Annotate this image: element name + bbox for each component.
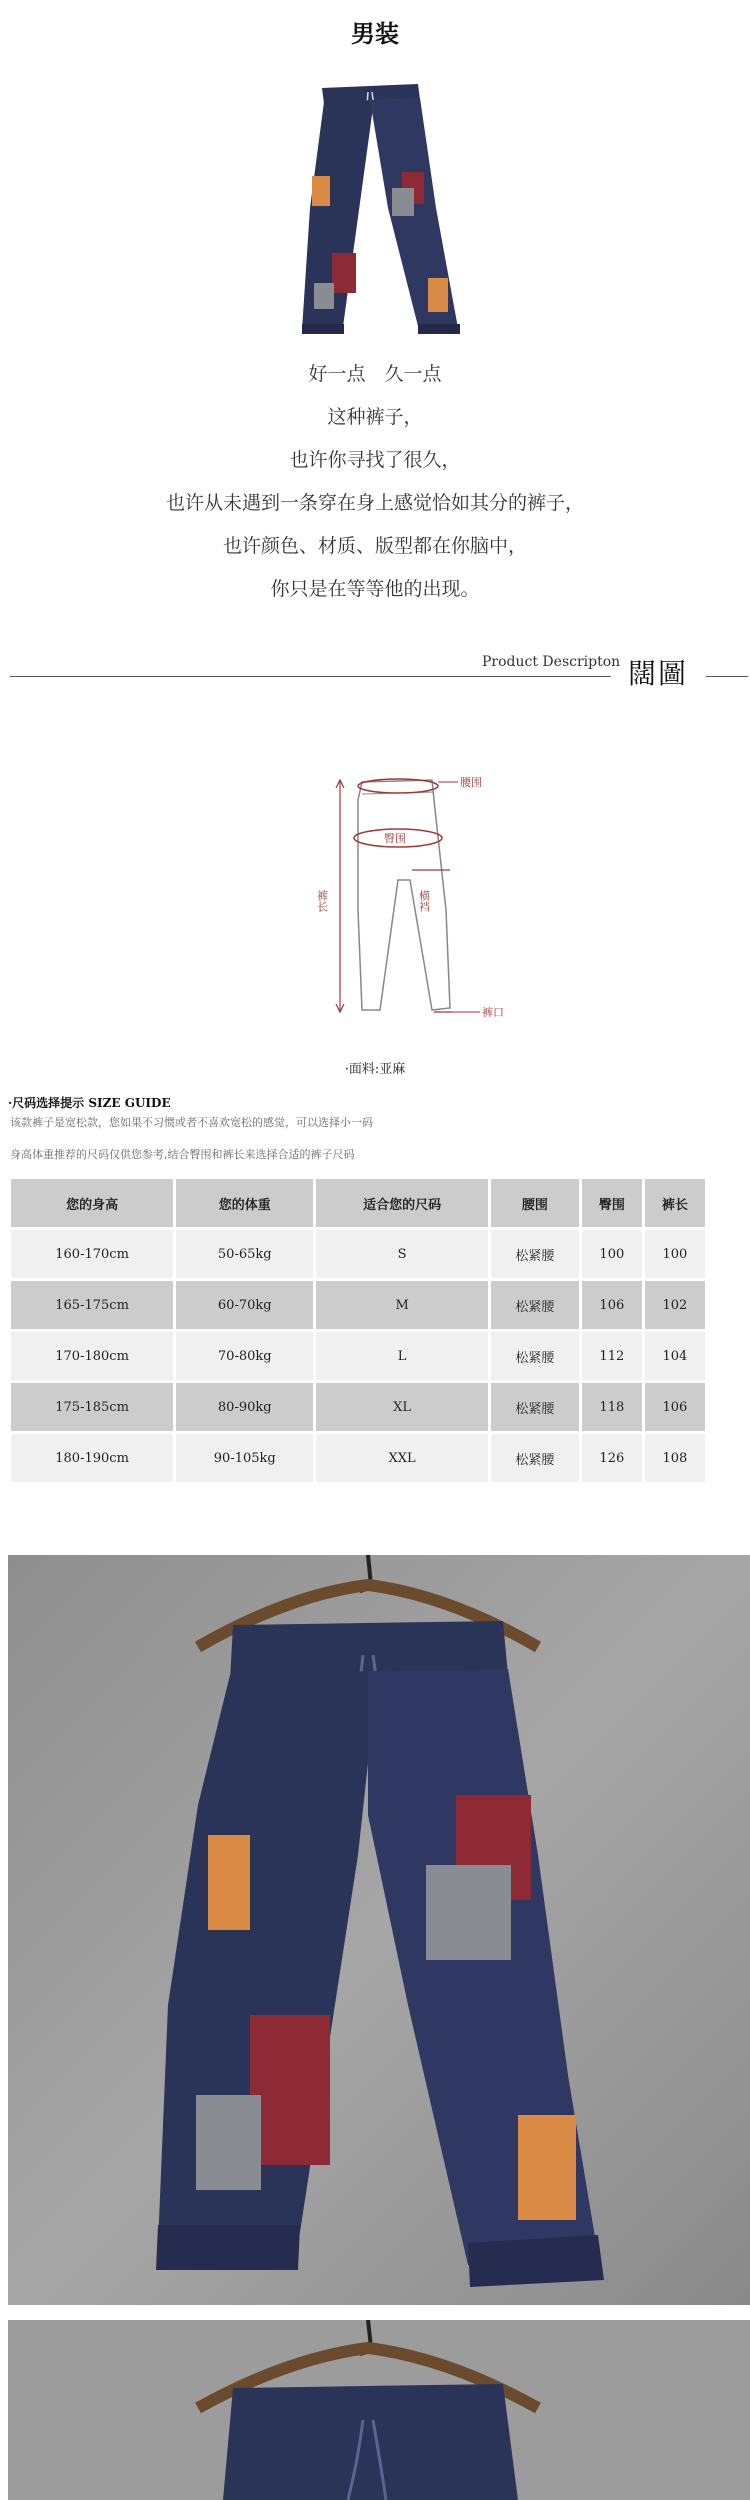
table-cell: 106	[582, 1281, 642, 1329]
column-header-size: 适合您的尺码	[316, 1179, 488, 1227]
table-cell: 160-170cm	[11, 1230, 173, 1278]
divider-line	[706, 676, 748, 677]
crotch-label: 横裆	[417, 890, 431, 912]
size-guide-note: 该款裤子是宽松款，您如果不习惯或者不喜欢宽松的感觉，可以选择小一码	[10, 1116, 373, 1129]
table-cell: 100	[645, 1230, 705, 1278]
table-cell: XXL	[316, 1434, 488, 1482]
table-row	[11, 1281, 705, 1329]
table-cell: 102	[645, 1281, 705, 1329]
size-guide-title: ·尺码选择提示 SIZE GUIDE	[8, 1096, 171, 1110]
table-cell: 90-105kg	[176, 1434, 313, 1482]
column-header-hip: 臀围	[582, 1179, 642, 1227]
intro-line: 也许从未遇到一条穿在身上感觉恰如其分的裤子，	[165, 492, 584, 514]
table-cell: 松紧腰	[491, 1434, 579, 1482]
table-cell: 118	[582, 1383, 642, 1431]
table-cell: 50-65kg	[176, 1230, 313, 1278]
table-cell: S	[316, 1230, 488, 1278]
table-cell: 松紧腰	[491, 1281, 579, 1329]
column-header-weight: 您的体重	[176, 1179, 313, 1227]
intro-line: 也许颜色、材质、版型都在你脑中，	[222, 535, 527, 557]
size-table	[8, 1176, 708, 1485]
table-cell: M	[316, 1281, 488, 1329]
table-cell: 松紧腰	[491, 1332, 579, 1380]
brand-logo: 闊圖	[628, 657, 689, 690]
page-title: 男装	[351, 20, 399, 48]
intro-line: 你只是在等等他的出现。	[270, 578, 480, 600]
table-row	[11, 1230, 705, 1278]
table-cell: 165-175cm	[11, 1281, 173, 1329]
table-cell: L	[316, 1332, 488, 1380]
waist-label: 腰围	[460, 776, 482, 789]
column-header-waist: 腰围	[491, 1179, 579, 1227]
column-header-length: 裤长	[645, 1179, 705, 1227]
intro-line: 好一点 久一点	[308, 363, 442, 385]
section-header	[0, 640, 750, 700]
table-header-row	[11, 1179, 705, 1227]
table-cell: 60-70kg	[176, 1281, 313, 1329]
section-header-english: Product Descripton	[482, 654, 621, 670]
length-label: 裤长	[315, 890, 329, 912]
hip-label: 臀围	[384, 832, 406, 845]
product-photo[interactable]	[8, 2320, 750, 2500]
fabric-label: ·面料:亚麻	[344, 1062, 406, 1077]
table-cell: 松紧腰	[491, 1383, 579, 1431]
hero-product-image[interactable]	[270, 78, 500, 348]
table-cell: 170-180cm	[11, 1332, 173, 1380]
hem-label: 裤口	[482, 1006, 504, 1019]
table-cell: 松紧腰	[491, 1230, 579, 1278]
table-cell: 104	[645, 1332, 705, 1380]
table-cell: XL	[316, 1383, 488, 1431]
column-header-height: 您的身高	[11, 1179, 173, 1227]
measurement-diagram	[300, 760, 530, 1030]
product-photo[interactable]	[8, 1555, 750, 2305]
table-row	[11, 1434, 705, 1482]
table-row	[11, 1332, 705, 1380]
table-cell: 106	[645, 1383, 705, 1431]
intro-line: 也许你寻找了很久，	[289, 449, 461, 471]
intro-text	[0, 353, 750, 611]
table-row	[11, 1383, 705, 1431]
divider-line	[10, 676, 611, 677]
table-cell: 80-90kg	[176, 1383, 313, 1431]
intro-line: 这种裤子，	[327, 406, 423, 428]
size-guide-note: 身高体重推荐的尺码仅供您参考,结合臀围和裤长来选择合适的裤子尺码	[10, 1148, 355, 1161]
table-cell: 180-190cm	[11, 1434, 173, 1482]
table-cell: 70-80kg	[176, 1332, 313, 1380]
table-cell: 108	[645, 1434, 705, 1482]
table-cell: 112	[582, 1332, 642, 1380]
table-cell: 100	[582, 1230, 642, 1278]
table-cell: 175-185cm	[11, 1383, 173, 1431]
table-cell: 126	[582, 1434, 642, 1482]
